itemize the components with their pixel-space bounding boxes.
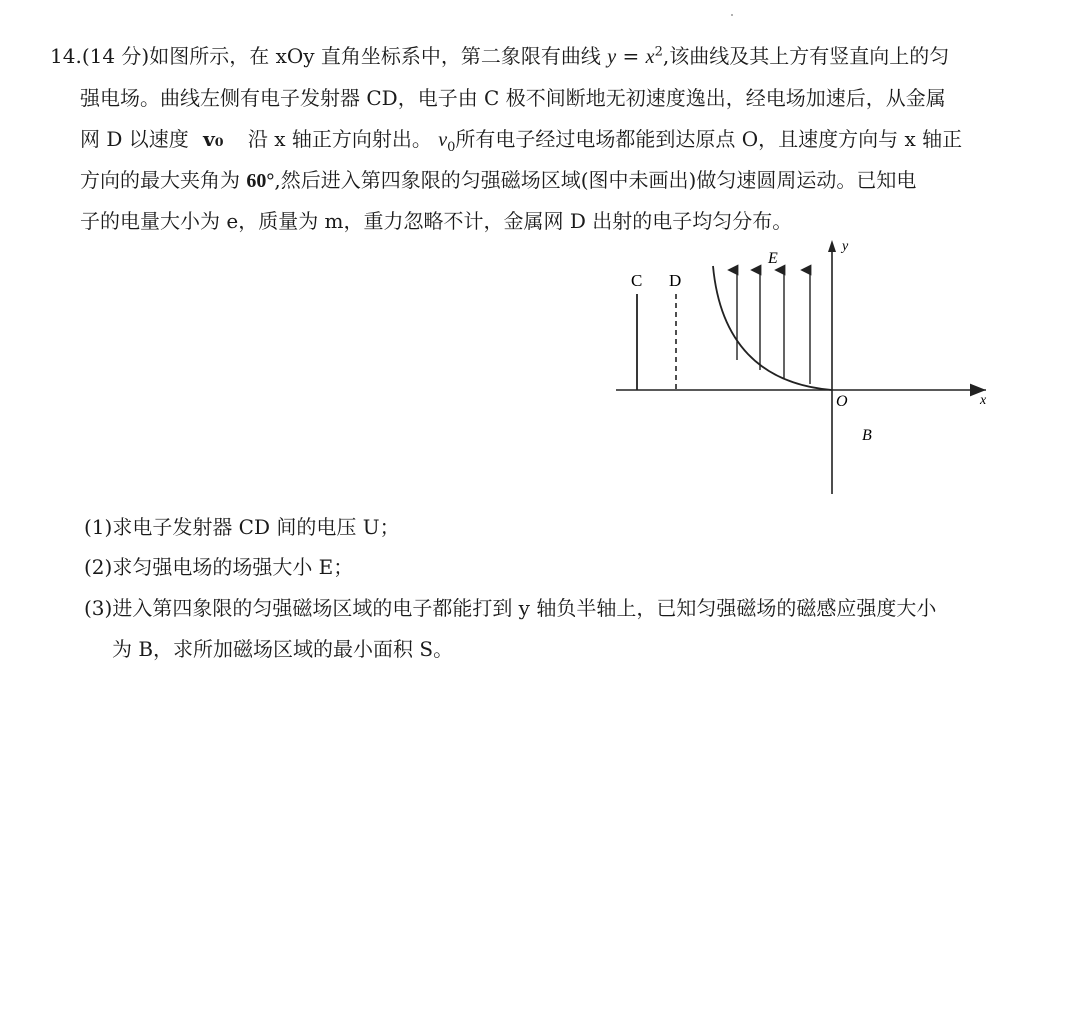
problem-text-4-head: 方向的最大夹角为 [80,168,240,192]
question-2: (2)求匀强电场的场强大小 E； [84,555,354,579]
problem-line-1 [50,42,949,71]
problem-text-4-tail: ,然后进入第四象限的匀强磁场区域(图中未画出)做匀速圆周运动。已知电 [274,168,917,192]
problem-line-5: 子的电量大小为 e，质量为 m，重力忽略不计，金属网 D 出射的电子均匀分布。 [80,209,793,233]
question-3-line-2: 为 B，求所加磁场区域的最小面积 S。 [112,637,454,661]
parabola-curve [713,266,832,390]
label-origin: O [836,393,848,410]
label-c: C [631,271,643,290]
equation-lhs: y [607,46,617,68]
problem-text-3-tail: 所有电子经过电场都能到达原点 O，且速度方向与 x 轴正 [455,127,963,151]
problem-text-1: 如图所示，在 xOy 直角坐标系中，第二象限有曲线 [149,44,601,68]
problem-line-4 [80,166,916,195]
equation-exponent: 2 [654,44,663,60]
scan-speck [731,14,733,16]
label-e: E [768,250,778,267]
label-y: y [842,239,849,254]
question-3-line-1: (3)进入第四象限的匀强磁场区域的电子都能打到 y 轴负半轴上，已知匀强磁场的磁感应强度大小 [84,596,937,620]
velocity-v0-label: v₀ [203,127,224,151]
velocity-v-subscript: 0 [447,140,456,155]
problem-text-3-mid: 沿 x 轴正方向射出。 [247,127,432,151]
equation-var: x [645,46,655,68]
problem-line-3 [80,125,962,154]
equation-eq: = [616,44,646,68]
max-angle: 60° [246,170,275,192]
problem-text-3-head: 网 D 以速度 [80,127,189,151]
label-d: D [669,271,682,290]
physics-diagram [610,232,1000,502]
label-x: x [980,393,987,408]
problem-number: 14. [50,44,82,68]
problem-text-1-tail: ,该曲线及其上方有竖直向上的匀 [662,44,950,68]
problem-points: (14 分) [81,44,150,68]
velocity-v-symbol: v [438,129,448,151]
label-b: B [862,427,872,444]
question-1: (1)求电子发射器 CD 间的电压 U； [84,515,400,539]
y-axis-arrow [828,240,836,252]
problem-line-2: 强电场。曲线左侧有电子发射器 CD，电子由 C 极不间断地无初速度逸出，经电场加速后，从金属 [80,86,946,110]
